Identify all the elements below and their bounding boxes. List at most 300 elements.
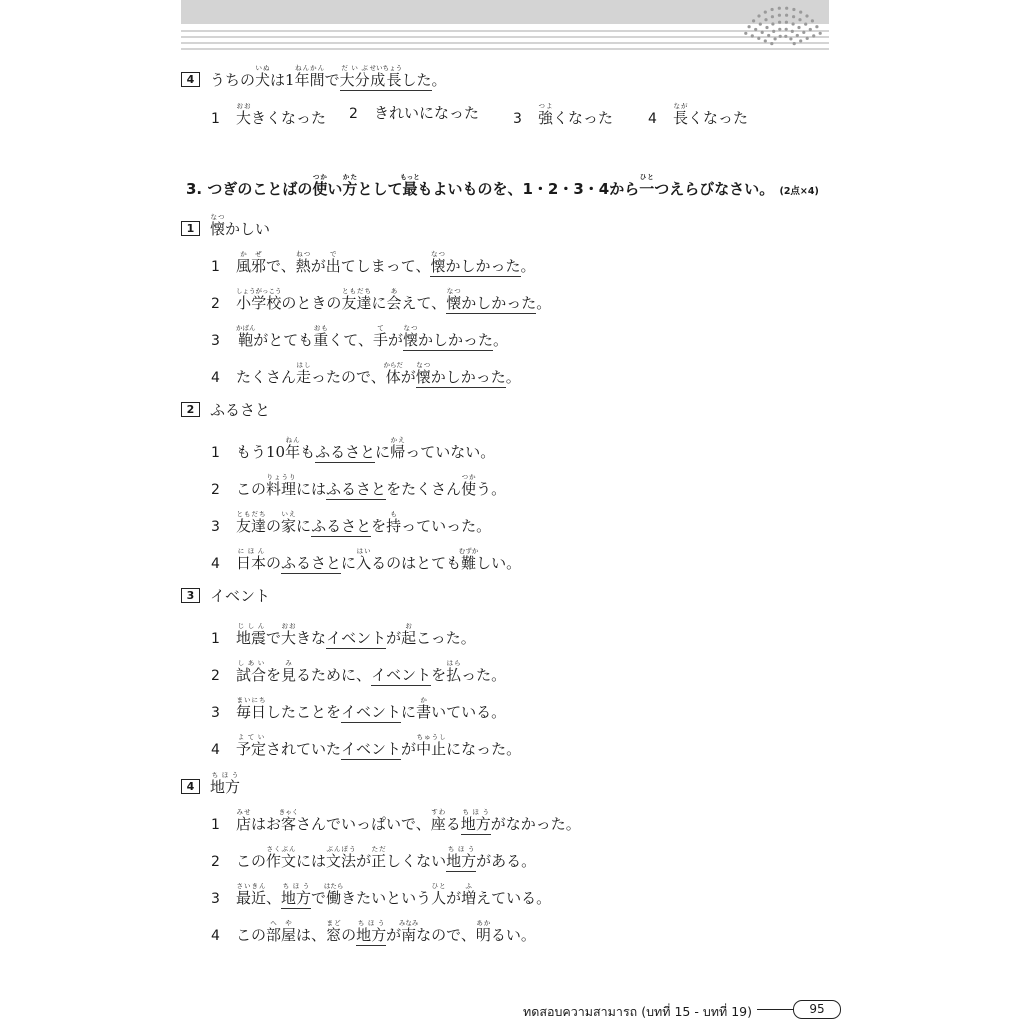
option-text (236, 882, 552, 909)
ruby-base: 風邪 (236, 257, 267, 275)
ornament-dot (797, 26, 800, 29)
text-segment: はお (251, 815, 282, 833)
furigana: かばん (236, 324, 256, 332)
ornament-dot (751, 34, 754, 37)
ruby-word (294, 64, 325, 89)
ornament-dot (792, 22, 795, 25)
option-text (236, 324, 509, 351)
ruby-word (538, 102, 554, 127)
ornament-dot (748, 25, 751, 28)
ruby-word (236, 808, 252, 833)
ruby-word (401, 622, 417, 647)
furigana: ちほう (281, 882, 312, 890)
ruby-base: 南 (398, 926, 419, 944)
text-segment: 。 (431, 71, 447, 89)
ruby-base: 友達 (341, 294, 372, 312)
text-segment: が (400, 368, 416, 386)
furigana: て (372, 324, 388, 332)
ruby-word (326, 845, 357, 870)
furigana: せいちょう (369, 64, 403, 72)
furigana: つか (461, 473, 477, 481)
ruby-word (210, 771, 241, 796)
text-segment: しい。 (476, 554, 522, 572)
furigana: さいきん (236, 882, 267, 890)
furigana: ひと (431, 882, 447, 890)
text-segment: う。 (476, 480, 507, 498)
ornament-dot (765, 26, 768, 29)
ornament-dot (811, 19, 814, 22)
furigana: か (416, 696, 432, 704)
furigana: すわ (430, 808, 446, 816)
ruby-base: 強 (538, 109, 554, 127)
text-segment: 、 (266, 889, 282, 907)
ruby-base: 働 (323, 889, 344, 907)
question-word (181, 771, 240, 797)
ornament-dot (754, 28, 757, 31)
option-text (236, 361, 521, 388)
ruby-word (461, 473, 477, 498)
text-segment: この (236, 852, 267, 870)
ruby-word (416, 733, 447, 758)
ruby-base: 大分 (339, 71, 370, 89)
ruby-base: 懐 (210, 220, 226, 238)
text-segment: きれいになった (374, 104, 480, 122)
text-segment: くなった (688, 109, 749, 127)
text-segment: が (356, 852, 372, 870)
ruby-word (312, 173, 328, 198)
ruby-word (236, 882, 267, 907)
target-word (210, 213, 271, 238)
ruby-base: 地方 (460, 815, 491, 833)
target-word (210, 401, 270, 419)
text-segment: イベント (326, 629, 387, 647)
ruby-word (255, 64, 271, 89)
ruby-word (430, 808, 446, 833)
text-segment: 10 (266, 443, 286, 461)
text-segment: っていった。 (401, 517, 492, 535)
text-segment: の (266, 517, 282, 535)
furigana: はら (446, 659, 462, 667)
text-segment: には (296, 852, 327, 870)
ruby-word (236, 733, 267, 758)
option-text (236, 250, 536, 277)
ruby-base: 一 (639, 180, 655, 198)
ruby-word (386, 510, 402, 535)
ruby-base: 懐 (446, 294, 462, 312)
text-segment: が (401, 740, 417, 758)
furigana: なつ (210, 213, 226, 221)
ornament-dot (764, 11, 767, 14)
answer-option (211, 659, 506, 685)
ruby-base: 鞄 (236, 331, 256, 349)
text-segment: つぎのことばの (207, 180, 313, 198)
ruby-base: 客 (278, 815, 299, 833)
ruby-word (369, 64, 403, 91)
text-segment: かしい (225, 220, 271, 238)
ruby-base: 地方 (210, 778, 241, 796)
ruby-word (278, 808, 299, 833)
ornament-dot (778, 7, 781, 10)
text-segment: もう (236, 443, 267, 461)
option-text (236, 696, 507, 723)
text-segment: 。 (493, 331, 509, 349)
option-number: 1 (211, 631, 220, 647)
text-segment: しくない (386, 852, 447, 870)
ruby-base: 試合 (236, 666, 267, 684)
answer-option (513, 102, 613, 128)
ruby-base: 手 (372, 331, 388, 349)
text-segment: で (266, 629, 282, 647)
ruby-base: 料理 (266, 480, 297, 498)
target-word (210, 771, 241, 796)
ruby-base: 予定 (236, 740, 267, 758)
furigana: ねん (285, 436, 301, 444)
furigana: じしん (236, 622, 267, 630)
ruby-word (236, 287, 282, 312)
furigana: なつ (415, 361, 431, 369)
ruby-base: 使 (312, 180, 328, 198)
furigana: しあい (236, 659, 267, 667)
header-stripe (181, 42, 829, 44)
ruby-base: 大 (236, 109, 252, 127)
answer-option (211, 287, 551, 313)
option-number: 3 (513, 111, 522, 127)
option-number: 2 (349, 106, 358, 122)
text-segment: った。 (461, 666, 507, 684)
furigana: きゃく (278, 808, 299, 816)
ruby-base: 地震 (236, 629, 267, 647)
furigana: ぶんぽう (326, 845, 357, 853)
ruby-word (339, 64, 370, 91)
ruby-base: 家 (281, 517, 297, 535)
option-text (374, 104, 479, 122)
answer-option (211, 882, 551, 908)
text-segment: に (371, 294, 387, 312)
ruby-base: 最 (400, 180, 420, 198)
ornament-dot (802, 31, 805, 34)
ornament-dot (764, 18, 767, 21)
ruby-base: 方 (342, 180, 358, 198)
text-segment: が (388, 331, 404, 349)
text-segment: が (386, 926, 402, 944)
option-number: 4 (211, 370, 220, 386)
text-segment: っていない。 (405, 443, 496, 461)
ornament-dot (772, 30, 775, 33)
ornament-dot (812, 34, 815, 37)
furigana: まど (326, 919, 342, 927)
ruby-word (673, 102, 689, 127)
option-text (236, 473, 507, 500)
ruby-word (236, 324, 256, 349)
text-segment: つえらびなさい。 (654, 180, 775, 198)
question-text (210, 64, 447, 91)
option-text (236, 919, 536, 946)
text-segment: も (300, 443, 316, 461)
text-segment: した (401, 71, 432, 89)
furigana: おも (313, 324, 329, 332)
section-heading (186, 173, 819, 199)
answer-option (211, 324, 508, 350)
ruby-word (323, 882, 344, 907)
option-number: 3 (211, 891, 220, 907)
page-number: 95 (793, 1000, 841, 1019)
furigana: かぜ (236, 250, 267, 258)
text-segment: ふるさと (311, 517, 372, 535)
ornament-dot (757, 14, 760, 17)
text-segment: されていた (266, 740, 342, 758)
text-segment: るために、 (296, 666, 372, 684)
furigana: ちほう (210, 771, 241, 779)
ruby-base: 人 (431, 889, 447, 907)
furigana: ちほう (460, 808, 491, 816)
text-segment: るのはとても (371, 554, 462, 572)
option-text (236, 845, 537, 872)
furigana: むずか (458, 547, 479, 555)
ruby-base: 払 (446, 666, 462, 684)
ornament-dot (767, 34, 770, 37)
furigana: しょうがっこう (236, 287, 282, 295)
ornament-dot (789, 37, 792, 40)
text-segment: 。 (505, 368, 521, 386)
ruby-word (341, 287, 372, 312)
ornament-dot (804, 23, 807, 26)
furigana: みせ (236, 808, 252, 816)
ornament-dot (785, 28, 788, 31)
ruby-word (400, 173, 420, 198)
ornament-dot (770, 42, 773, 45)
furigana: いえ (281, 510, 297, 518)
answer-option (211, 102, 326, 128)
question-number-box: 4 (181, 72, 200, 87)
question-number-box: 2 (181, 402, 200, 417)
furigana: つか (312, 173, 328, 181)
option-text (236, 287, 552, 314)
text-segment: がなかった。 (490, 815, 581, 833)
furigana: も (386, 510, 402, 518)
ruby-base: 地方 (281, 889, 312, 907)
furigana: だいぶ (339, 64, 370, 72)
answer-option (211, 808, 581, 834)
text-segment: の (341, 926, 357, 944)
ruby-base: 正 (371, 852, 387, 870)
ruby-word (325, 250, 341, 275)
header-stripe (181, 48, 829, 50)
text-segment: が (386, 629, 402, 647)
ornament-dot (805, 14, 808, 17)
ruby-base: 体 (383, 368, 403, 386)
text-segment: が (310, 257, 326, 275)
question-number-box: 3 (181, 588, 200, 603)
ornament-dot (752, 19, 755, 22)
option-number: 4 (648, 111, 657, 127)
ruby-base: 書 (416, 703, 432, 721)
text-segment: に (375, 443, 391, 461)
ornament-dot (785, 14, 788, 17)
ruby-base: 日本 (236, 554, 267, 572)
ruby-base: 入 (356, 554, 372, 572)
text-segment: くて、 (328, 331, 373, 349)
text-segment: かしかった (461, 294, 537, 312)
furigana: へや (266, 919, 297, 927)
furigana: はたら (323, 882, 344, 890)
option-text (236, 510, 492, 537)
text-segment: のときの (281, 294, 342, 312)
ruby-base: 見 (281, 666, 297, 684)
ruby-word (430, 250, 446, 277)
ornament-dot (785, 7, 788, 10)
ruby-word (398, 919, 419, 944)
question-word (181, 213, 270, 239)
text-segment: かしかった (430, 368, 506, 386)
ruby-word (403, 324, 419, 351)
furigana: よてい (236, 733, 267, 741)
text-segment: 。 (536, 294, 552, 312)
furigana: ねんかん (294, 64, 325, 72)
ornament-dot (779, 35, 782, 38)
furigana: もっと (400, 173, 420, 181)
ornament-dot (761, 31, 764, 34)
option-number: 3 (211, 519, 220, 535)
text-segment: ふるさと (326, 480, 387, 498)
option-text (236, 733, 522, 760)
ruby-base: 懐 (430, 257, 446, 275)
dot-fan-ornament (740, 4, 826, 48)
text-segment: きな (296, 629, 327, 647)
ruby-base: 年 (285, 443, 301, 461)
text-segment: として (357, 180, 403, 198)
ruby-word (281, 659, 297, 684)
answer-option (211, 845, 536, 871)
text-segment: を (266, 666, 282, 684)
furigana: ともだち (341, 287, 372, 295)
ruby-word (236, 622, 267, 647)
option-number: 4 (211, 928, 220, 944)
ruby-word (356, 919, 387, 946)
ruby-base: 大 (281, 629, 297, 647)
option-number: 2 (211, 482, 220, 498)
text-segment: に (341, 554, 357, 572)
ruby-word (458, 547, 479, 572)
furigana: にほん (236, 547, 267, 555)
ruby-base: 座 (430, 815, 446, 833)
ruby-word (446, 287, 462, 314)
ruby-word (313, 324, 329, 349)
text-segment: が (446, 889, 462, 907)
text-segment: ったので、 (311, 368, 386, 386)
ornament-dot (778, 21, 781, 24)
text-segment: 1 (285, 71, 295, 89)
ornament-dot (796, 34, 799, 37)
ornament-dot (784, 35, 787, 38)
furigana: なつ (446, 287, 462, 295)
header-stripe (181, 36, 829, 38)
answer-option (211, 510, 491, 536)
text-segment: るい。 (490, 926, 536, 944)
text-segment: イベント (210, 587, 271, 605)
text-segment: えて、 (401, 294, 447, 312)
ruby-base: 長 (673, 109, 689, 127)
answer-option (211, 696, 506, 722)
furigana: かえ (390, 436, 406, 444)
ruby-word (266, 845, 297, 870)
option-text (236, 659, 507, 686)
furigana: みなみ (398, 919, 419, 927)
answer-option (211, 250, 536, 276)
ruby-base: 会 (386, 294, 402, 312)
answer-option (211, 473, 506, 499)
ornament-dot (792, 8, 795, 11)
ruby-base: 地方 (446, 852, 477, 870)
text-segment: の (266, 554, 282, 572)
text-segment: には (296, 480, 327, 498)
ruby-word (236, 547, 267, 572)
option-number: 1 (211, 445, 220, 461)
ruby-base: 成長 (369, 71, 403, 89)
furigana: お (401, 622, 417, 630)
ruby-word (371, 845, 387, 870)
ruby-base: 帰 (390, 443, 406, 461)
ruby-base: 小学校 (236, 294, 282, 312)
text-segment: を (431, 666, 447, 684)
furigana: まいにち (236, 696, 267, 704)
option-text (538, 102, 614, 127)
ornament-dot (809, 28, 812, 31)
text-segment: なので、 (416, 926, 476, 944)
text-segment: さんでいっぱいで、 (296, 815, 431, 833)
ruby-word (415, 361, 431, 388)
section-instruction (207, 173, 775, 198)
furigana: ともだち (236, 510, 267, 518)
text-segment: えている。 (476, 889, 552, 907)
ruby-word (296, 361, 312, 386)
text-segment: がある。 (476, 852, 537, 870)
option-text (236, 436, 496, 463)
ornament-dot (792, 15, 795, 18)
question-word (181, 399, 270, 420)
furigana: りょうり (266, 473, 297, 481)
text-segment: イベント (371, 666, 432, 684)
ruby-word (475, 919, 491, 944)
ruby-base: 部屋 (266, 926, 297, 944)
text-segment: は (270, 71, 286, 89)
ornament-dot (815, 25, 818, 28)
header-stripe (181, 30, 829, 32)
text-segment: がとても (253, 331, 314, 349)
ornament-dot (806, 37, 809, 40)
text-segment: こった。 (416, 629, 476, 647)
ruby-base: 最近 (236, 889, 267, 907)
answer-option (349, 102, 479, 123)
ruby-word (295, 250, 311, 275)
ruby-base: 中止 (416, 740, 447, 758)
furigana: ひと (639, 173, 655, 181)
ornament-dot (793, 42, 796, 45)
question-number-box: 4 (181, 779, 200, 794)
ruby-base: 作文 (266, 852, 297, 870)
ruby-base: 持 (386, 517, 402, 535)
answer-option (211, 361, 521, 387)
text-segment: 。 (520, 257, 536, 275)
text-segment: したことを (266, 703, 342, 721)
answer-option (648, 102, 748, 128)
furigana: なつ (430, 250, 446, 258)
text-segment: いている。 (431, 703, 507, 721)
text-segment: ふるさと (315, 443, 376, 461)
prev-question (181, 64, 447, 90)
text-segment: かしかった (418, 331, 494, 349)
footer-label: ทดสอบความสามารถ (บทที่ 15 - บทที่ 19) (522, 1004, 752, 1019)
ornament-dot (819, 32, 822, 35)
